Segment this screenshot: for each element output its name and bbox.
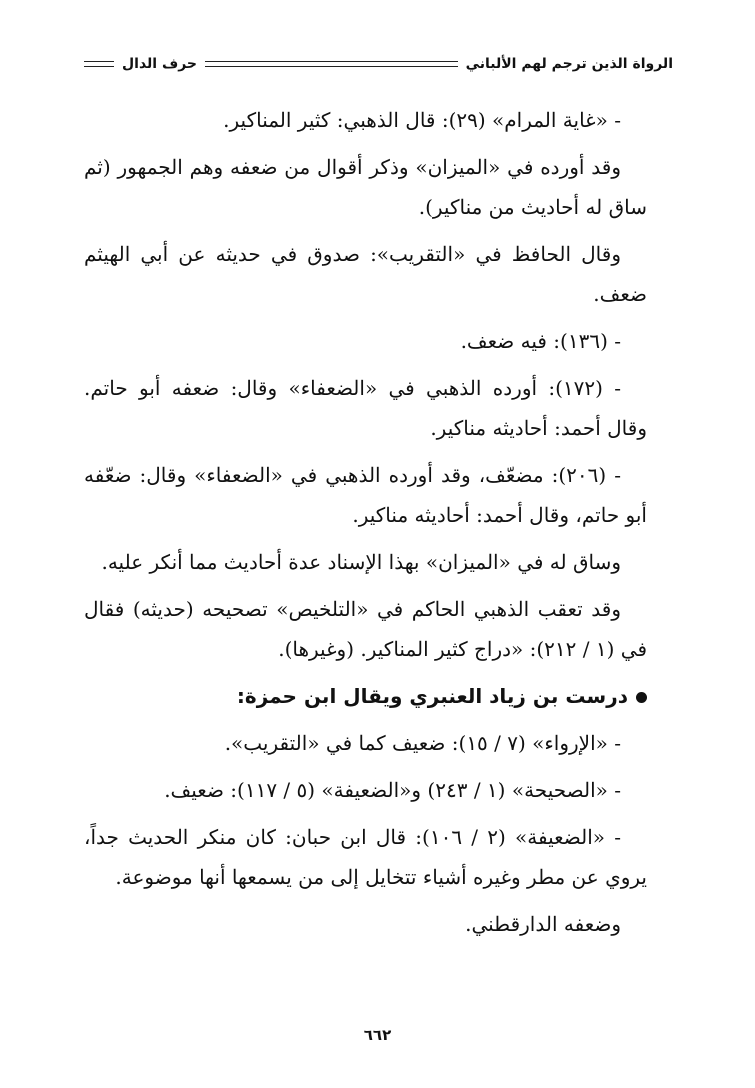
paragraph: وقد أورده في «الميزان» وذكر أقوال من ضعفه وهم الجمهور (ثم ساق له أحاديث من مناكير). [84,155,647,219]
bullet-icon [636,692,647,703]
paragraph: - (١٧٢): أورده الذهبي في «الضعفاء» وقال: ضعفه أبو حاتم. وقال أحمد: أحاديثه مناكير. [84,376,647,440]
paragraph: - (١٣٦): فيه ضعف. [460,329,621,353]
paragraph: - «غاية المرام» (٢٩): قال الذهبي: كثير المناكير. [223,108,621,132]
entry-paragraph: وضعفه الدارقطني. [465,912,621,936]
header-section: حرف الدال [122,56,198,72]
entry-paragraph: - «الإرواء» (٧ / ١٥): ضعيف كما في «التقريب». [224,731,621,755]
entry-heading-text: درست بن زياد العنبري ويقال ابن حمزة: [236,684,628,708]
paragraph: وساق له في «الميزان» بهذا الإسناد عدة أحاديث مما أنكر عليه. [101,550,621,574]
paragraph: وقد تعقب الذهبي الحاكم في «التلخيص» تصحيحه (حديثه) فقال في (١ / ٢١٢): «دراج كثير المناكير. (وغيرها). [84,597,647,661]
paragraph: - (٢٠٦): مضعّف، وقد أورده الذهبي في «الضعفاء» وقال: ضعّفه أبو حاتم، وقال أحمد: أحاديثه مناكير. [84,463,647,527]
header-title: الرواة الذين ترجم لهم الألباني [465,56,673,72]
header-rule-short [84,61,114,67]
entry-paragraph: - «الصحيحة» (١ / ٢٤٣) و«الضعيفة» (٥ / ١١٧): ضعيف. [164,778,621,802]
running-header [84,53,673,75]
page-number: ٦٦٢ [363,1026,392,1044]
paragraph: وقال الحافظ في «التقريب»: صدوق في حديثه عن أبي الهيثم ضعف. [84,242,647,306]
entry-heading [84,676,647,716]
header-rule [205,61,458,67]
page-body [84,100,647,951]
entry-paragraph: - «الضعيفة» (٢ / ١٠٦): قال ابن حبان: كان منكر الحديث جداً، يروي عن مطر وغيره أشياء تتخايل إلى من يسمعها أنها موضوعة. [84,825,647,889]
